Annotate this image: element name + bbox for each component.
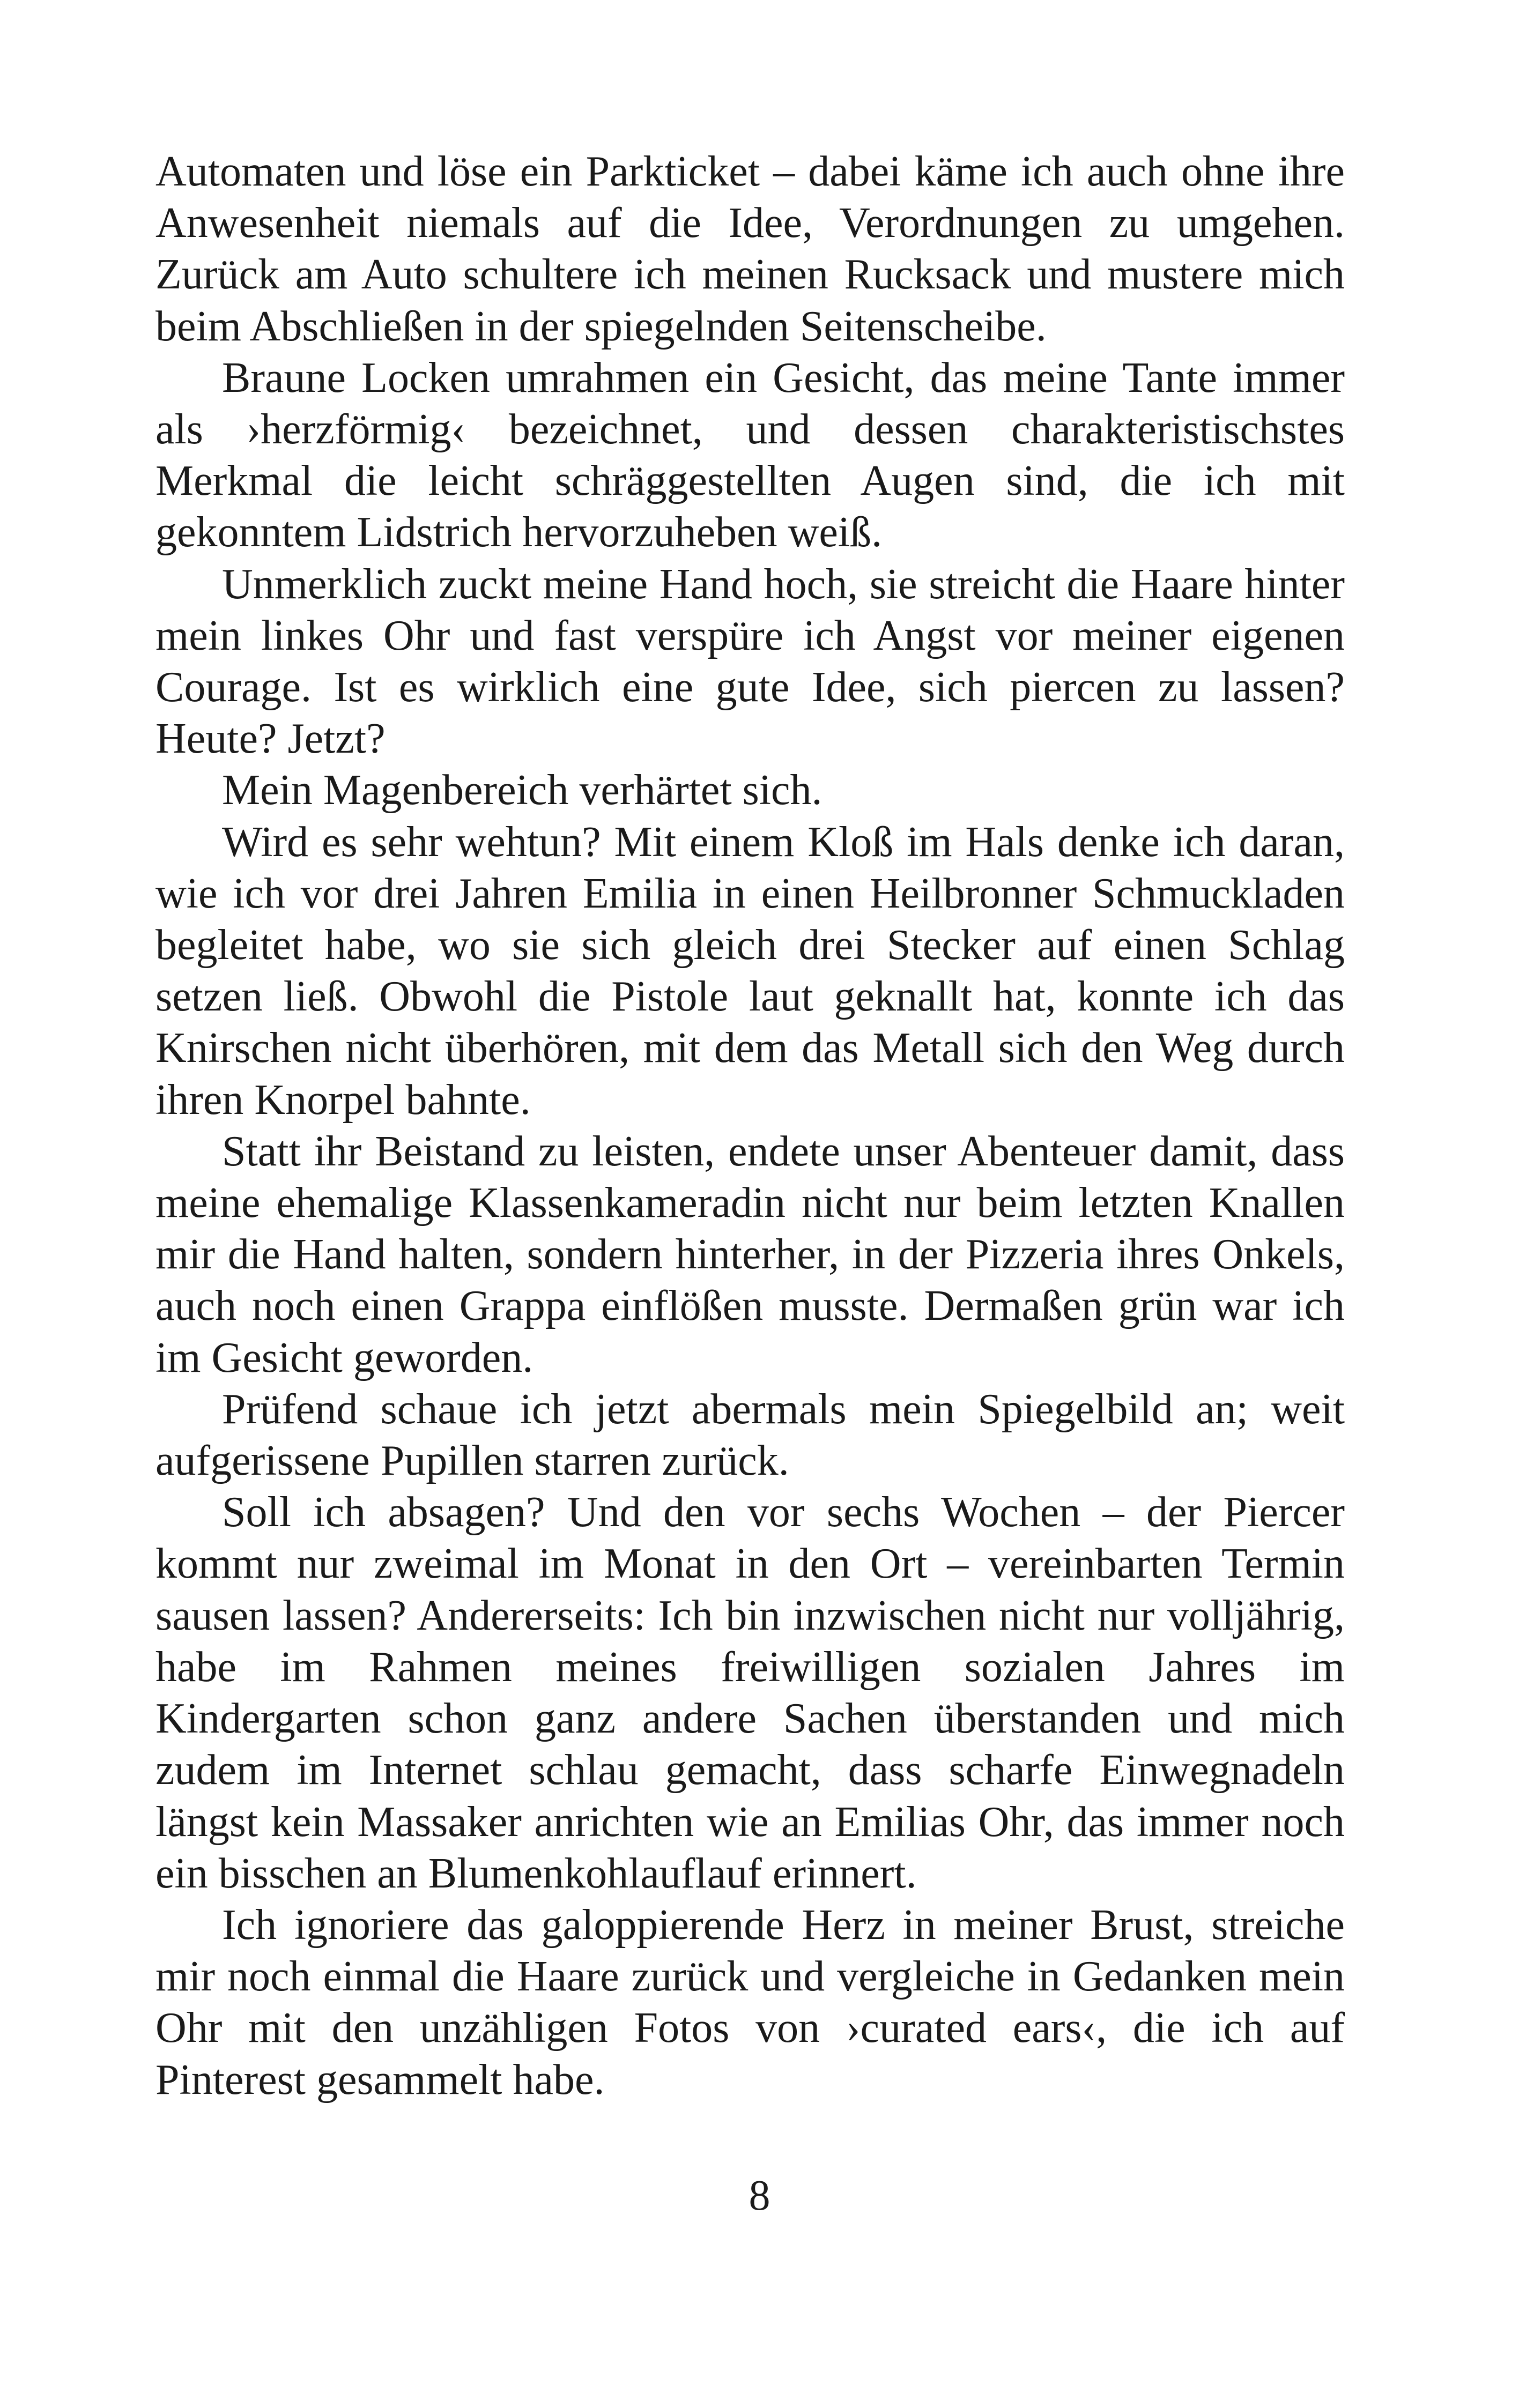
paragraph: Prüfend schaue ich jetzt abermals mein Spiegelbild an; weit aufgerissene Pupillen starren zurück. <box>155 1385 1345 1485</box>
paragraph: Statt ihr Beistand zu leisten, endete unser Abenteuer damit, dass meine ehemalige Klassenkameradin nicht nur beim letzten Knallen mir die Hand halten, sondern hinterher, in der Pizzeria ihres Onkels, auch noch einen Grappa einflößen musste. Dermaßen grün war ich im Gesicht geworden. <box>155 1127 1345 1381</box>
paragraph: Braune Locken umrahmen ein Gesicht, das meine Tante immer als ›herzförmig‹ bezeichnet, und dessen charakteristischstes Merkmal die leicht schräggestellten Augen sind, die ich mit gekonntem Lidstrich hervorzuheben weiß. <box>155 354 1345 556</box>
body-text <box>155 146 1345 2106</box>
paragraph: Soll ich absagen? Und den vor sechs Wochen – der Piercer kommt nur zweimal im Monat in den Ort – vereinbarten Termin sausen lassen? Andererseits: Ich bin inzwischen nicht nur volljährig, habe im Rahmen meines freiwilligen sozialen Jahres im Kindergarten schon ganz andere Sachen überstanden und mich zudem im Internet schlau gemacht, dass scharfe Einwegnadeln längst kein Massaker anrichten wie an Emilias Ohr, das immer noch ein bisschen an Blumenkohlauflauf erinnert. <box>155 1489 1345 1897</box>
paragraph: Mein Magenbereich verhärtet sich. <box>222 767 823 814</box>
page-number: 8 <box>749 2172 770 2219</box>
paragraph: Automaten und löse ein Parkticket – dabei käme ich auch ohne ihre Anwesenheit niemals auf die Idee, Verordnungen zu umgehen. Zurück am Auto schultere ich meinen Rucksack und mustere mich beim Abschließen in der spiegelnden Seitenscheibe. <box>155 148 1345 350</box>
paragraph: Wird es sehr wehtun? Mit einem Kloß im Hals denke ich daran, wie ich vor drei Jahren Emilia in einen Heilbronner Schmuckladen begleitet habe, wo sie sich gleich drei Stecker auf einen Schlag setzen ließ. Obwohl die Pistole laut geknallt hat, konnte ich das Knirschen nicht überhören, mit dem das Metall sich den Weg durch ihren Knorpel bahnte. <box>155 818 1345 1124</box>
paragraph: Unmerklich zuckt meine Hand hoch, sie streicht die Haare hinter mein linkes Ohr und fast verspüre ich Angst vor meiner eigenen Courage. Ist es wirklich eine gute Idee, sich piercen zu lassen? Heute? Jetzt? <box>155 560 1345 763</box>
paragraph: Ich ignoriere das galoppierende Herz in meiner Brust, streiche mir noch einmal die Haare zurück und vergleiche in Gedanken mein Ohr mit den unzähligen Fotos von ›curated ears‹, die ich auf Pinterest gesammelt habe. <box>155 1901 1345 2104</box>
